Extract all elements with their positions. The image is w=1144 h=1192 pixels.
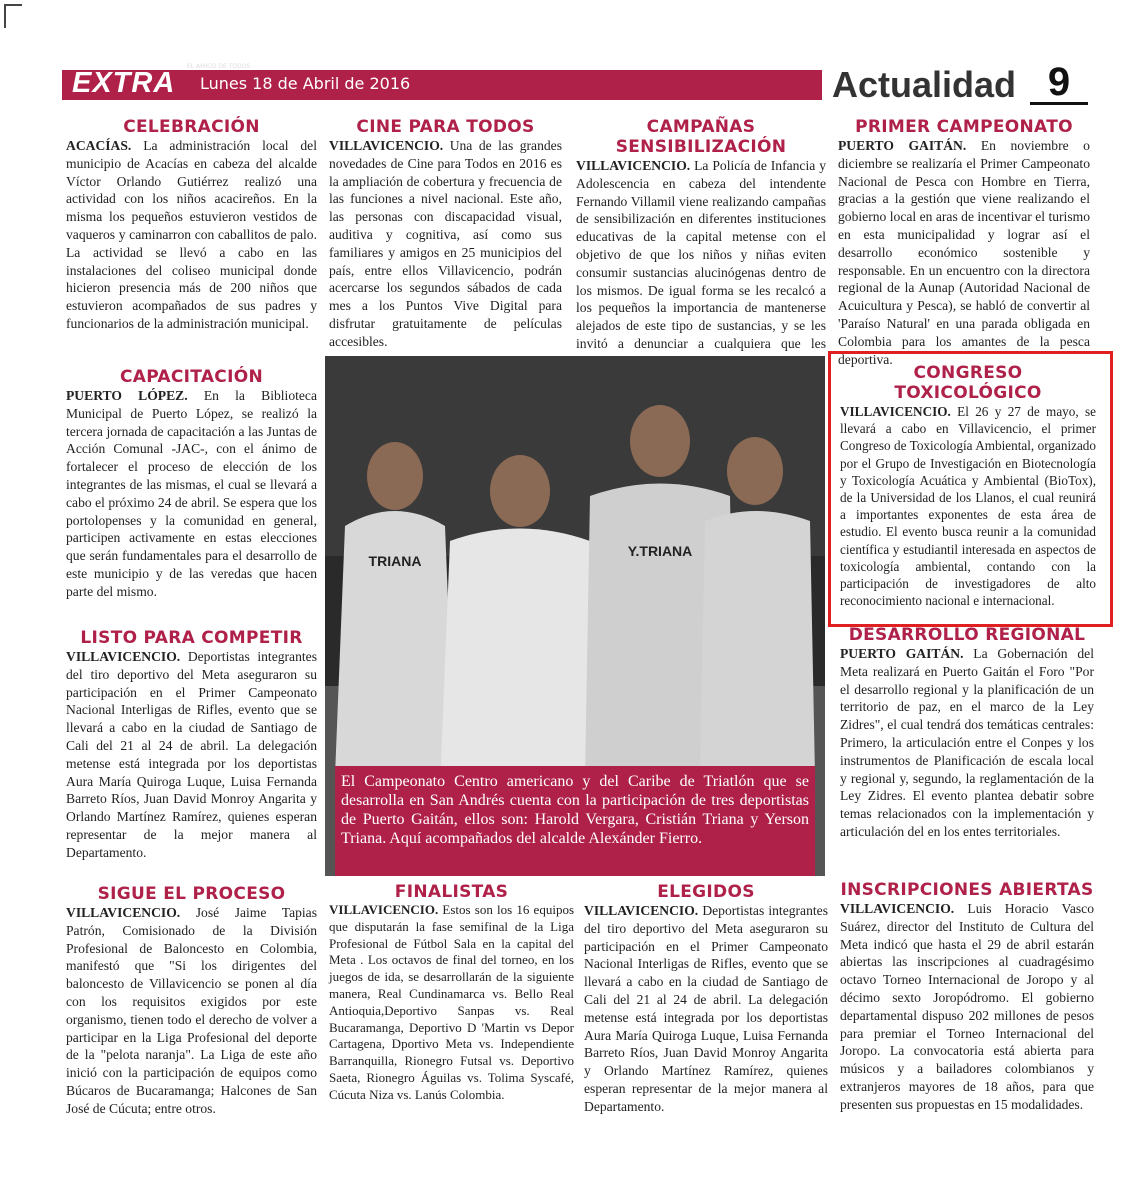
jersey-text: TRIANA: [368, 553, 422, 569]
page-number: 9: [1030, 60, 1088, 105]
article-campanas: [576, 117, 826, 371]
article-text: La Gobernación del Meta realizará en Puerto Gaitán el Foro "Por el desarrollo regional y la planificación de un territorio de paz, en el marco de la Ley Zidres", el cual tendrá dos temáticas centrales: Primero, la articulación entre el Conpes y los instrumentos de Planificación de escala local y regional y, segundo, la reglamentación de la Ley Zidres. El evento plantea debatir sobre temas relacionados con la implementación y articulación del en los entes territoriales.: [840, 646, 1094, 839]
article-place: VILLAVICENCIO.: [66, 649, 181, 664]
article-title: SIGUE EL PROCESO: [97, 884, 286, 904]
article-title: PRIMER CAMPEONATO: [855, 117, 1073, 137]
article-inscripciones: [840, 880, 1094, 1114]
article-title: CAMPAÑAS SENSIBILIZACIÓN: [615, 117, 787, 157]
article-title: CINE PARA TODOS: [356, 117, 535, 137]
header-bar: [62, 70, 832, 100]
article-place: VILLAVICENCIO.: [840, 901, 955, 916]
article-body: [329, 902, 574, 1104]
article-text: Deportistas integrantes del tiro deportivo del Meta aseguraron su participación en el Primer Campeonato Nacional Interligas de Rifles, evento que se llevará a cabo en la ciudad de Santiago de Cali del 21 al 24 de abril. La delegación metense está integrada por los deportistas Aura María Quiroga Luque, Luisa Fernanda Barreto Ríos, Juan David Monroy Angarita y Orlando Martínez Ramírez, quienes esperan representar de la mejor manera al Departamento.: [584, 903, 828, 1114]
article-place: VILLAVICENCIO.: [584, 903, 699, 918]
section-title: Actualidad: [822, 64, 1026, 106]
article-text: En noviembre o diciembre se realizaría el Primer Campeonato Nacional de Pesca con Hombre en Tierra, gracias a la gestión que viene realizando el gobierno local en aras de incentivar el turismo en esta municipalidad y lograr así el desarrollo económico sostenible y responsable. En un encuentro con la directora regional de la Aunap (Autoridad Nacional de Acuicultura y Pesca), se habló de convertir al 'Paraíso Natural' en una parada obligada en Colombia para los amantes de la pesca deportiva.: [838, 138, 1090, 367]
article-text: El 26 y 27 de mayo, se llevará a cabo en Villavicencio, el primer Congreso de Toxicología Ambiental, organizado por el Grupo de Investigación en Biotecnología y Toxicología Acuática y Ambiental (BioTox), de la Universidad de los Llanos, el cual reunirá a importantes exponentes de esta área de estudio. El evento busca reunir a la comunidad científica y estudiantil interesada en aspectos de toxicología ambiental, contando con la participación de investigadores de alto reconocimiento nacional e internacional.: [840, 404, 1096, 609]
article-desarrollo: [840, 625, 1094, 841]
article-place: VILLAVICENCIO.: [840, 404, 951, 419]
article-primer: [838, 117, 1090, 368]
article-body: [840, 900, 1094, 1114]
newspaper-logo: EXTRA: [72, 67, 176, 99]
article-body: [840, 645, 1094, 841]
article-body: [576, 157, 826, 371]
article-body: [66, 648, 317, 862]
article-title: ELEGIDOS: [657, 882, 755, 902]
article-place: PUERTO GAITÁN.: [840, 646, 964, 661]
article-listo: [66, 628, 317, 862]
article-body: [329, 137, 562, 351]
article-text: La administración local del municipio de Acacías en cabeza del alcalde Víctor Orlando Gutiérrez realizó una actividad con los niños acacireños. En la misma los pequeños estuvieron vestidos de vaqueros y caminarron con caballitos de palo. La actividad se llevó a cabo en las instalaciones del coliseo municipal donde hicieron presencia más de 200 niños que estuvieron acompañados de sus padres y funcionarios de la administración municipal.: [66, 138, 317, 331]
article-cine: [329, 117, 562, 351]
article-title: CAPACITACIÓN: [119, 367, 263, 387]
article-text: Deportistas integrantes del tiro deportivo del Meta aseguraron su participación en el Primer Campeonato Nacional Interligas de Rifles, evento que se llevará a cabo en la ciudad de Santiago de Cali del 21 al 24 de abril. La delegación metense está integrada por los deportistas Aura María Quiroga Luque, Luisa Fernanda Barreto Ríos, Juan David Monroy Angarita y Orlando Martínez Ramírez, quienes esperan representar de la mejor manera al Departamento.: [66, 649, 317, 860]
article-title: DESARROLLO REGIONAL: [848, 625, 1086, 645]
article-body: [584, 902, 828, 1116]
issue-date: Lunes 18 de Abril de 2016: [200, 74, 411, 93]
jersey-text: Y.TRIANA: [627, 543, 693, 559]
photo-caption: El Campeonato Centro americano y del Caribe de Triatlón que se desarrolla en San Andrés cuenta con la participación de tres deportistas de Puerto Gaitán, ellos son: Harold Vergara, Cristián Triana y Yerson Triana. Aquí acompañados del alcalde Alexánder Fierro.: [335, 766, 815, 876]
article-place: VILLAVICENCIO.: [66, 905, 181, 920]
crop-mark: [4, 4, 22, 28]
article-title: INSCRIPCIONES ABIERTAS: [840, 880, 1094, 900]
article-finalistas: [329, 882, 574, 1104]
article-place: PUERTO LÓPEZ.: [66, 388, 188, 403]
article-capacitacion: [66, 367, 317, 601]
article-congreso: [840, 363, 1096, 609]
article-text: Estos son los 16 equipos que disputarán la fase semifinal de la Liga Profesional de Fútbol Sala en la capital del Meta . Los octavos de final del torneo, en los juegos de ida, se desarrollarán de la siguiente manera, Real Cundinamarca vs. Bello Real Antioquia,Deportivo Sanpas vs. Real Bucaramanga, Deportivo D 'Martin vs Depor Cartagena, Dportivo Meta vs. Independiente Barranquilla, Rionegro Futsal vs. Deportivo Saeta, Rionegro Águilas vs. Tolima Syscafé, Cúcuta Niza vs. Lanús Colombia.: [329, 902, 574, 1102]
article-body: [838, 137, 1090, 368]
article-place: ACACÍAS.: [66, 138, 132, 153]
article-text: Una de las grandes novedades de Cine para Todos en 2016 es la ampliación de cobertura y frecuencia de las funciones a nivel nacional. Este año, las personas con discapacidad visual, auditiva y cognitiva, así como sus familiares y amigos en 25 municipios del país, entre ellos Villavicencio, podrán acercarse los segundos sábados de cada mes a los Puntos Vive Digital para disfrutar gratuitamente de películas accesibles.: [329, 138, 562, 349]
article-body: [66, 904, 317, 1118]
logo-tagline: EL AMIGO DE TODOS: [187, 63, 251, 70]
article-title: CONGRESO TOXICOLÓGICO: [894, 363, 1042, 403]
article-celebracion: [66, 117, 317, 333]
article-place: PUERTO GAITÁN.: [838, 138, 967, 153]
team-photo: [325, 356, 825, 876]
article-body: [66, 137, 317, 333]
article-sigue: [66, 884, 317, 1118]
article-elegidos: [584, 882, 828, 1116]
article-text: Luis Horacio Vasco Suárez, director del Instituto de Cultura del Meta indicó que hasta el 29 de abril estarán abiertas las inscripciones al cuadragésimo octavo Torneo Internacional de Joropo y al décimo sexto Joropódromo. El gobierno departamental dispuso 202 millones de pesos para premiar el Torneo Internacional del Joropo. La convocatoria está abierta para músicos y a bailadores colombianos y extranjeros mayores de 18 años, para que presenten sus propuestas en 15 modalidades.: [840, 901, 1094, 1112]
page-header: [62, 60, 1088, 105]
article-place: VILLAVICENCIO.: [329, 138, 444, 153]
article-text: La Policía de Infancia y Adolescencia en cabeza del intendente Fernando Villamil viene realizando campañas de sensibilización en diferentes instituciones educativas de la capital metense con el objetivo de que los niños y niñas eviten consumir sustancias alucinógenas dentro de los mismos. De igual forma se les recalcó a los pequeños la importancia de mantenerse alejados de este tipo de sustancias, y se les invitó a denunciar a cualquiera que les: [576, 158, 826, 351]
article-title: LISTO PARA COMPETIR: [80, 628, 303, 648]
article-body: [66, 387, 317, 601]
article-text: José Jaime Tapias Patrón, Comisionado de la División Profesional de Baloncesto en Colombia, manifestó que "Si los dirigentes del baloncesto de Villavicencio se ponen al día con los requisitos exigidos por este organismo, tienen todo el derecho de volver a participar en la Liga Profesional del deporte de la "pelota naranja". La Liga de este año inició con la participación de equipos como Búcaros de Bucaramanga; Halcones de San José de Cúcuta; entre otros.: [66, 905, 317, 1116]
article-title: FINALISTAS: [394, 882, 509, 902]
article-text: En la Biblioteca Municipal de Puerto López, se realizó la tercera jornada de capacitación a las Juntas de Acción Comunal -JAC-, con el ánimo de fortalecer el proceso de elección de los integrantes de las mismas, el cual se llevará a cabo el próximo 24 de abril. Se espera que los portolopenses y la comunidad en general, participen activamente en estas elecciones que serán fundamentales para el desarrollo de este municipio y de las veredas que hacen parte del mismo.: [66, 388, 317, 599]
article-title: CELEBRACIÓN: [123, 117, 260, 137]
article-place: VILLAVICENCIO.: [329, 902, 439, 917]
article-body: [840, 403, 1096, 609]
article-place: VILLAVICENCIO.: [576, 158, 691, 173]
